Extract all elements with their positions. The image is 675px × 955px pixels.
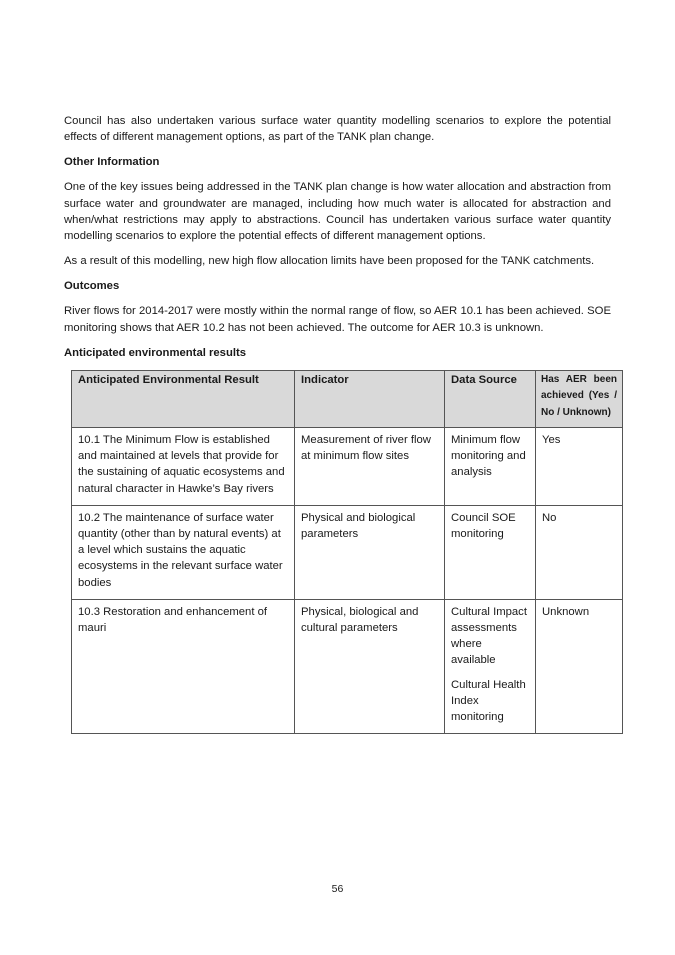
source-text: Minimum flow monitoring and analysis (451, 434, 526, 479)
indicator-cell: Physical, biological and cultural parameters (295, 599, 445, 733)
indicator-cell: Measurement of river flow at minimum flow sites (295, 428, 445, 506)
page-number: 56 (331, 883, 344, 895)
source-cell (445, 505, 536, 599)
result-cell: 10.3 Restoration and enhancement of mauri (72, 599, 295, 733)
achieved-cell: No (536, 505, 623, 599)
intro-paragraph: Council has also undertaken various surface water quantity modelling scenarios to explore the potential effects of different management options, as part of the TANK plan change. (64, 115, 611, 144)
result-cell: 10.1 The Minimum Flow is established and maintained at levels that provide for the sustaining of aquatic ecosystems and natural character in Hawke’s Bay rivers (72, 428, 295, 506)
achieved-cell: Yes (536, 428, 623, 506)
table-header-row (72, 370, 623, 427)
aer-table-heading: Anticipated environmental results (64, 346, 247, 359)
source-text: Council SOE monitoring (451, 511, 516, 541)
other-information-heading: Other Information (64, 156, 160, 169)
source-cell (445, 599, 536, 733)
column-header-achieved: Has AER been achieved (Yes / No / Unknown) (536, 370, 623, 427)
modelling-result-paragraph: As a result of this modelling, new high flow allocation limits have been proposed for the TANK catchments. (64, 255, 595, 268)
outcomes-paragraph: River flows for 2014-2017 were mostly within the normal range of flow, so AER 10.1 has been achieved. SOE monitoring shows that AER 10.2 has not been achieved. The outcome for AER 10.3 is unknown. (64, 305, 611, 334)
source-text-secondary: Cultural Health Index monitoring (451, 678, 526, 724)
page-content (64, 113, 617, 734)
other-information-paragraph: One of the key issues being addressed in the TANK plan change is how water allocation and abstraction from surface water and groundwater are managed, including how much water is allocated for abstraction and when/what restrictions may apply to abstractions. Council has undertaken various surface water quantity modelling scenarios to explore the potential effects of different management options. (64, 181, 611, 243)
column-header-result: Anticipated Environmental Result (72, 370, 295, 427)
table-row (72, 428, 623, 506)
outcomes-heading: Outcomes (64, 280, 120, 293)
table-row (72, 599, 623, 733)
source-text: Cultural Impact assessments where available (451, 605, 527, 667)
indicator-cell: Physical and biological parameters (295, 505, 445, 599)
column-header-source: Data Source (445, 370, 536, 427)
source-cell (445, 428, 536, 506)
table-row (72, 505, 623, 599)
aer-table (71, 370, 623, 734)
column-header-indicator: Indicator (295, 370, 445, 427)
achieved-cell: Unknown (536, 599, 623, 733)
result-cell: 10.2 The maintenance of surface water quantity (other than by natural events) at a level which sustains the aquatic ecosystems in the relevant surface water bodies (72, 505, 295, 599)
